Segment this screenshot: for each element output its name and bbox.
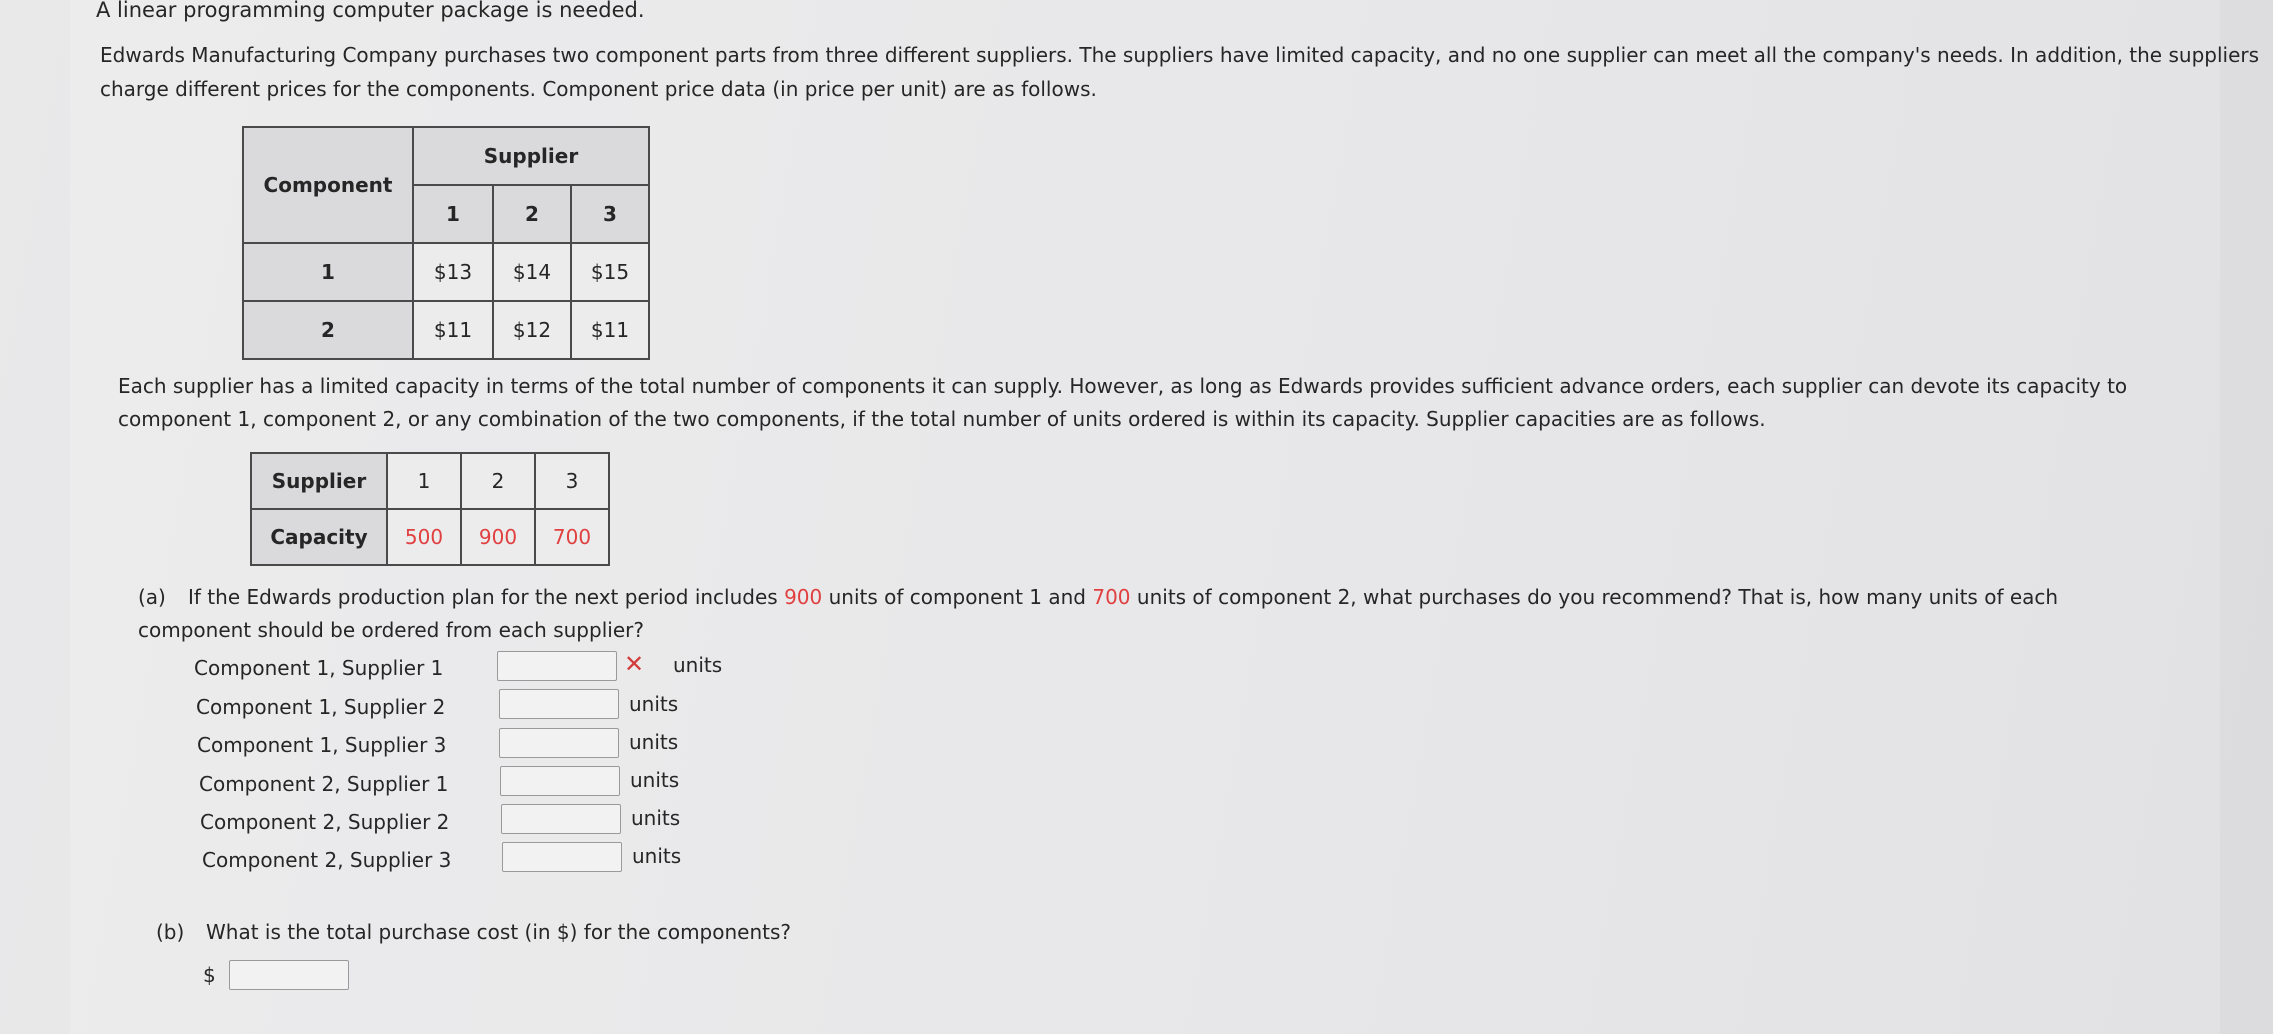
units-c1-s3: units [629, 730, 679, 754]
row-label-c1-s1: Component 1, Supplier 1 [194, 656, 444, 680]
units-c2-s2: units [631, 806, 681, 830]
supplier-header: Supplier [413, 127, 649, 185]
supplier-id-1: 1 [413, 185, 493, 243]
units-c2-s1: units [630, 768, 680, 792]
answer-c1-s3-input[interactable] [499, 728, 619, 758]
price-c1-s2: $14 [493, 243, 571, 301]
question-a-text-3: units of component 2, what purchases do you recommend? That is, how many units of each component should be ordered from each supplier? [138, 585, 2059, 642]
capacity-value-2: 900 [461, 509, 535, 565]
component-2-label: 2 [243, 301, 413, 359]
question-a-text-1: If the Edwards production plan for the next period includes [188, 585, 785, 609]
capacity-label: Capacity [251, 509, 387, 565]
row-label-c1-s3: Component 1, Supplier 3 [197, 733, 447, 757]
row-label-c2-s3: Component 2, Supplier 3 [202, 848, 452, 872]
row-label-c2-s1: Component 2, Supplier 1 [199, 772, 449, 796]
units-c1-s1: units [673, 653, 723, 677]
capacity-supplier-label: Supplier [251, 453, 387, 509]
capacity-value-3: 700 [535, 509, 609, 565]
row-label-c2-s2: Component 2, Supplier 2 [200, 810, 450, 834]
supplier-id-2: 2 [493, 185, 571, 243]
capacity-supplier-1: 1 [387, 453, 461, 509]
units-c1-s2: units [629, 692, 679, 716]
question-a [138, 581, 2138, 647]
capacity-table [250, 452, 610, 566]
question-b [156, 920, 791, 944]
currency-symbol: $ [203, 963, 216, 987]
units-c2-s3: units [632, 844, 682, 868]
component-header: Component [243, 127, 413, 243]
capacity-text: Each supplier has a limited capacity in terms of the total number of components it can supply. However, as long as Edwards provides sufficient advance orders, each supplier can devote its capacity to component 1, component 2, or any combination of the two components, if the total number of units ordered is within its capacity. Supplier capacities are as follows. [118, 374, 2128, 431]
answer-c1-s2-input[interactable] [499, 689, 619, 719]
wrong-answer-icon: ✕ [624, 650, 645, 678]
component-1-label: 1 [243, 243, 413, 301]
answer-c1-s1-input[interactable] [497, 651, 617, 681]
question-a-text-2: units of component 1 and [822, 585, 1093, 609]
answer-c2-s3-input[interactable] [502, 842, 622, 872]
question-b-text: What is the total purchase cost (in $) for the components? [206, 920, 792, 944]
price-c2-s2: $12 [493, 301, 571, 359]
price-table [242, 126, 650, 360]
price-c2-s1: $11 [413, 301, 493, 359]
intro-text: A linear programming computer package is needed. [96, 0, 645, 22]
supplier-id-3: 3 [571, 185, 649, 243]
price-c1-s1: $13 [413, 243, 493, 301]
answer-c2-s1-input[interactable] [500, 766, 620, 796]
price-c1-s3: $15 [571, 243, 649, 301]
question-b-label: (b) [156, 920, 185, 944]
total-cost-input[interactable] [229, 960, 349, 990]
problem-text: Edwards Manufacturing Company purchases two component parts from three different suppliers. The suppliers have limited capacity, and no one supplier can meet all the company's needs. In addition, the suppliers charge different prices for the components. Component price data (in price per unit) are as follows. [100, 43, 2260, 101]
question-a-label: (a) [138, 585, 166, 609]
answer-c2-s2-input[interactable] [501, 804, 621, 834]
capacity-value-1: 500 [387, 509, 461, 565]
question-a-units-c2: 700 [1092, 585, 1131, 609]
capacity-supplier-2: 2 [461, 453, 535, 509]
row-label-c1-s2: Component 1, Supplier 2 [196, 695, 446, 719]
capacity-supplier-3: 3 [535, 453, 609, 509]
question-a-units-c1: 900 [784, 585, 823, 609]
price-c2-s3: $11 [571, 301, 649, 359]
